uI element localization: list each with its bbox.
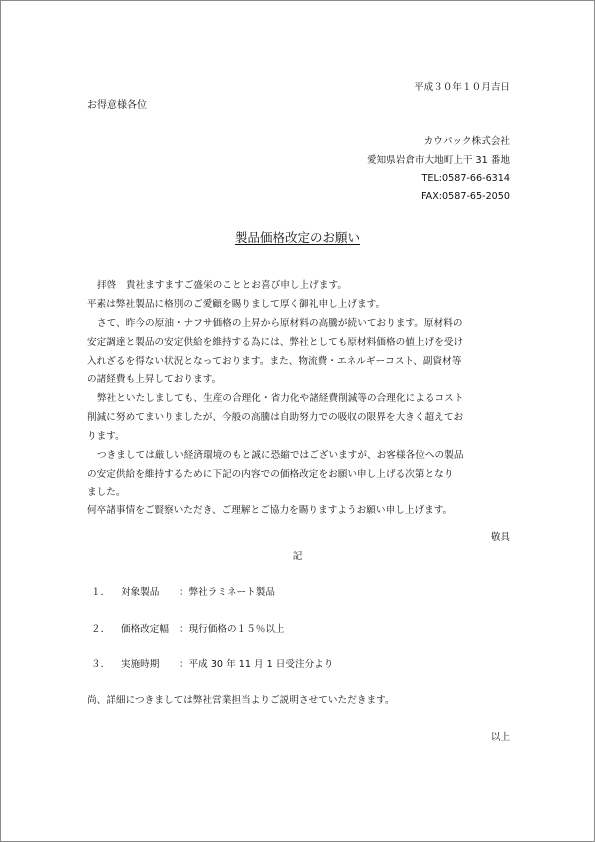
item-number: ２．: [91, 624, 111, 635]
footnote: 尚、詳細につきましては弊社営業担当よりご説明させていただきます。: [87, 695, 395, 706]
sender-fax: FAX:0587-65-2050: [421, 191, 510, 202]
detail-item: [91, 625, 285, 635]
sender-tel: TEL:0587-66-6314: [421, 173, 510, 184]
item-label: 実施時期: [121, 659, 160, 670]
detail-item: [91, 588, 275, 598]
item-value: ：平成 30 年 11 月 1 日受注分より: [179, 659, 334, 670]
closing-ijou: 以上: [490, 732, 510, 743]
body-line: つきましては厳しい経済環境のもと誠に恐縮ではございますが、お客様各位への製品: [97, 450, 464, 461]
body-line: 何卒諸事情をご賢察いただき、ご理解とご協力を賜りますようお願い申し上げます。: [87, 505, 453, 516]
letter-title: 製品価格改定のお願い: [234, 230, 360, 245]
recipient: お得意様各位: [87, 100, 147, 111]
letter-date: 平成３０年１０月吉日: [414, 82, 510, 93]
body-line: 入れざるを得ない状況となっております。また、物流費・エネルギーコスト、副資材等: [87, 356, 462, 367]
body-line: 安定調達と製品の安定供給を維持する為には、弊社としても原材料価格の値上げを受け: [87, 337, 464, 348]
item-number: １．: [91, 587, 111, 598]
body-line: 削減に努めてまいりましたが、今般の高騰は自助努力での吸収の限界を大きく超えてお: [87, 412, 464, 423]
item-value: ：弊社ラミネート製品: [179, 587, 275, 598]
sender-address: 愛知県岩倉市大地町上干 31 番地: [366, 155, 510, 166]
body-line: の諸経費も上昇しております。: [87, 374, 222, 385]
body-line: 弊社といたしましても、生産の合理化・省力化や諸経費削減等の合理化によるコスト: [97, 393, 464, 404]
item-label: 対象製品: [121, 587, 160, 598]
sender-company: カウパック株式会社: [423, 136, 510, 147]
body-line: 平素は弊社製品に格別のご愛顧を賜りまして厚く御礼申し上げます。: [87, 299, 386, 310]
ki-marker: 記: [292, 551, 303, 562]
body-line: さて、昨今の原油・ナフサ価格の上昇から原材料の高騰が続いております。原材料の: [97, 318, 463, 329]
item-label: 価格改定幅: [121, 624, 169, 635]
body-line: の安定供給を維持するために下記の内容での価格改定をお願い申し上げる次第となり: [87, 469, 454, 480]
closing-keigu: 敬具: [490, 532, 510, 543]
body-line: 拝啓 貴社ますますご盛栄のこととお喜び申し上げます。: [97, 280, 347, 291]
item-value: ：現行価格の１５％以上: [179, 624, 285, 635]
body-line: ります。: [87, 431, 125, 442]
detail-item: [91, 660, 333, 670]
item-number: ３．: [91, 659, 111, 670]
body-line: ました。: [87, 487, 126, 498]
